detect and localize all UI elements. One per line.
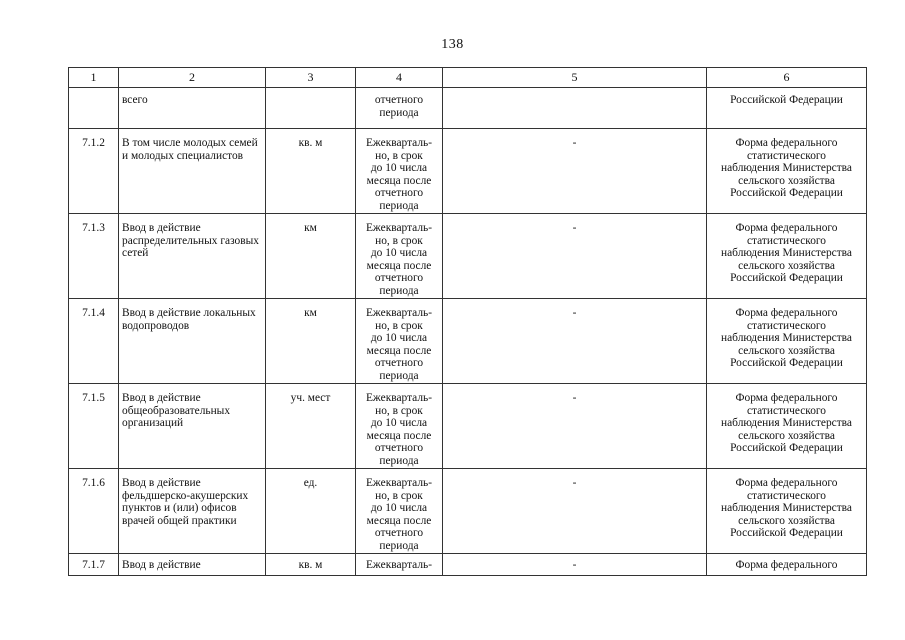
indicator-name-cell: Ввод в действие общеобразовательных организаций bbox=[119, 384, 266, 469]
row-number-cell: 7.1.2 bbox=[69, 129, 119, 214]
page-number: 138 bbox=[441, 37, 464, 52]
data-source-cell: Форма федерального статистического наблюдения Министерства сельского хозяйства Российской Федерации bbox=[707, 129, 867, 214]
header-cell: 6 bbox=[707, 68, 867, 88]
unit-of-measure-cell: кв. м bbox=[266, 554, 356, 576]
data-source-cell: Форма федерального статистического наблюдения Министерства сельского хозяйства Российской Федерации bbox=[707, 384, 867, 469]
header-cell: 1 bbox=[69, 68, 119, 88]
table-row bbox=[69, 469, 867, 554]
indicator-value-cell: - bbox=[443, 299, 707, 384]
row-number-cell: 7.1.6 bbox=[69, 469, 119, 554]
reporting-period-cell: Ежекварталь- bbox=[356, 554, 443, 576]
row-number-cell bbox=[69, 88, 119, 129]
row-number-cell: 7.1.4 bbox=[69, 299, 119, 384]
reporting-period-cell: Ежекварталь- но, в срок до 10 числа месяца после отчетного периода bbox=[356, 299, 443, 384]
table-row bbox=[69, 214, 867, 299]
header-cell: 4 bbox=[356, 68, 443, 88]
unit-of-measure-cell: км bbox=[266, 299, 356, 384]
header-row bbox=[69, 68, 867, 88]
table-row bbox=[69, 299, 867, 384]
table-row bbox=[69, 129, 867, 214]
indicator-value-cell: - bbox=[443, 214, 707, 299]
indicator-table bbox=[68, 67, 867, 576]
indicator-name-cell: В том числе молодых семей и молодых специалистов bbox=[119, 129, 266, 214]
unit-of-measure-cell: кв. м bbox=[266, 129, 356, 214]
table-row bbox=[69, 384, 867, 469]
indicator-value-cell bbox=[443, 88, 707, 129]
data-source-cell: Форма федерального статистического наблюдения Министерства сельского хозяйства Российской Федерации bbox=[707, 469, 867, 554]
indicator-name-cell: Ввод в действие локальных водопроводов bbox=[119, 299, 266, 384]
header-cell: 3 bbox=[266, 68, 356, 88]
reporting-period-cell: Ежекварталь- но, в срок до 10 числа месяца после отчетного периода bbox=[356, 129, 443, 214]
table-row bbox=[69, 554, 867, 576]
reporting-period-cell: Ежекварталь- но, в срок до 10 числа месяца после отчетного периода bbox=[356, 214, 443, 299]
table-row bbox=[69, 88, 867, 129]
unit-of-measure-cell: км bbox=[266, 214, 356, 299]
reporting-period-cell: Ежекварталь- но, в срок до 10 числа месяца после отчетного периода bbox=[356, 469, 443, 554]
row-number-cell: 7.1.5 bbox=[69, 384, 119, 469]
indicator-value-cell: - bbox=[443, 554, 707, 576]
unit-of-measure-cell bbox=[266, 88, 356, 129]
indicator-name-cell: Ввод в действие распределительных газовых сетей bbox=[119, 214, 266, 299]
unit-of-measure-cell: ед. bbox=[266, 469, 356, 554]
header-cell: 5 bbox=[443, 68, 707, 88]
data-source-cell: Форма федерального статистического наблюдения Министерства сельского хозяйства Российской Федерации bbox=[707, 299, 867, 384]
data-source-cell: Российской Федерации bbox=[707, 88, 867, 129]
unit-of-measure-cell: уч. мест bbox=[266, 384, 356, 469]
indicator-value-cell: - bbox=[443, 384, 707, 469]
indicator-name-cell: Ввод в действие фельдшерско-акушерских пунктов и (или) офисов врачей общей практики bbox=[119, 469, 266, 554]
data-source-cell: Форма федерального bbox=[707, 554, 867, 576]
indicator-value-cell: - bbox=[443, 469, 707, 554]
reporting-period-cell: отчетного периода bbox=[356, 88, 443, 129]
indicator-name-cell: всего bbox=[119, 88, 266, 129]
row-number-cell: 7.1.7 bbox=[69, 554, 119, 576]
indicator-value-cell: - bbox=[443, 129, 707, 214]
indicator-name-cell: Ввод в действие bbox=[119, 554, 266, 576]
data-source-cell: Форма федерального статистического наблюдения Министерства сельского хозяйства Российской Федерации bbox=[707, 214, 867, 299]
row-number-cell: 7.1.3 bbox=[69, 214, 119, 299]
reporting-period-cell: Ежекварталь- но, в срок до 10 числа месяца после отчетного периода bbox=[356, 384, 443, 469]
header-cell: 2 bbox=[119, 68, 266, 88]
